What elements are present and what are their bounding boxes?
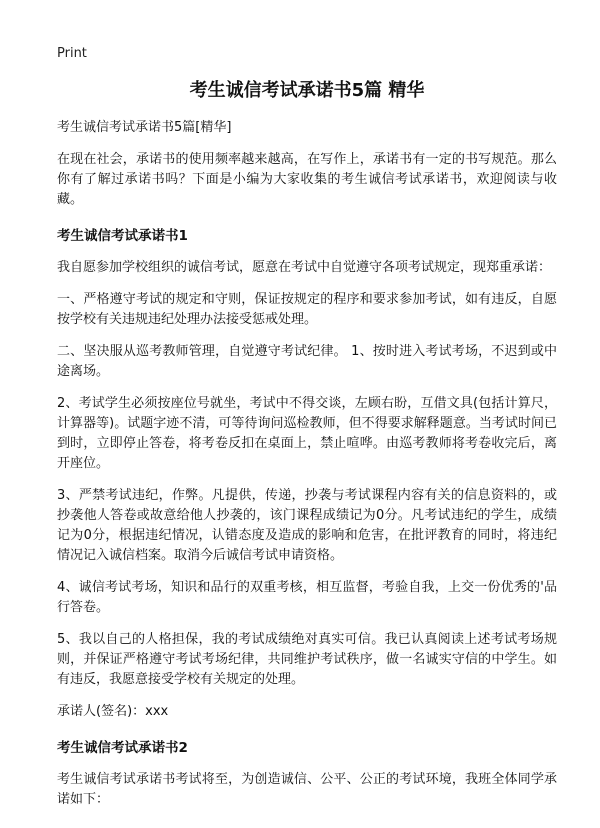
section-paragraph: 4、诚信考试考场，知识和品行的双重考核，相互监督，考验自我，上交一份优秀的'品行答卷。 bbox=[57, 580, 557, 615]
section-paragraph: 考生诚信考试承诺书考试将至，为创造诚信、公平、公正的考试环境，我班全体同学承诺如下： bbox=[57, 772, 557, 807]
document-subtitle: 考生诚信考试承诺书5篇[精华] bbox=[57, 120, 232, 135]
intro-paragraph: 在现在社会，承诺书的使用频率越来越高，在写作上，承诺书有一定的书写规范。那么你有了解过承诺书吗？下面是小编为大家收集的考生诚信考试承诺书，欢迎阅读与收藏。 bbox=[57, 152, 557, 207]
section-paragraph: 一、严格遵守考试的规定和守则，保证按规定的程序和要求参加考试，如有违反，自愿按学校有关违规违纪处理办法接受惩戒处理。 bbox=[57, 292, 557, 327]
section-heading: 考生诚信考试承诺书1 bbox=[57, 228, 188, 244]
section-paragraph: 二、坚决服从巡考教师管理，自觉遵守考试纪律。 1、按时进入考试考场，不迟到或中途离场。 bbox=[57, 344, 557, 379]
document-body bbox=[57, 78, 557, 810]
page-title: 考生诚信考试承诺书5篇 精华 bbox=[189, 80, 425, 101]
section-heading: 考生诚信考试承诺书2 bbox=[57, 740, 188, 756]
signature-line: 承诺人(签名)：xxx bbox=[57, 704, 169, 719]
print-link[interactable]: Print bbox=[57, 46, 87, 61]
section-paragraph: 3、严禁考试违纪，作弊。凡提供，传递，抄袭与考试课程内容有关的信息资料的，或抄袭他人答卷或故意给他人抄袭的，该门课程成绩记为0分。凡考试违纪的学生，成绩记为0分，根据违纪情况，认错态度及造成的影响和危害，在批评教育的同时，将违纪情况记入诚信档案。取消今后诚信考试申请资格。 bbox=[57, 488, 557, 563]
section-paragraph: 我自愿参加学校组织的诚信考试，愿意在考试中自觉遵守各项考试规定，现郑重承诺： bbox=[57, 260, 552, 275]
section-paragraph: 5、我以自己的人格担保，我的考试成绩绝对真实可信。我已认真阅读上述考试考场规则，并保证严格遵守考试考场纪律，共同维护考试秩序，做一名诚实守信的中学生。如有违反，我愿意接受学校有关规定的处理。 bbox=[57, 632, 557, 687]
section-paragraph: 2、考试学生必须按座位号就坐，考试中不得交谈，左顾右盼，互借文具(包括计算尺，计算器等)。试题字迹不清，可等待询问巡检教师，但不得要求解释题意。当考试时间已到时，立即停止答卷，将考卷反扣在桌面上，禁止喧哗。由巡考教师将考卷收完后，离开座位。 bbox=[57, 396, 557, 471]
